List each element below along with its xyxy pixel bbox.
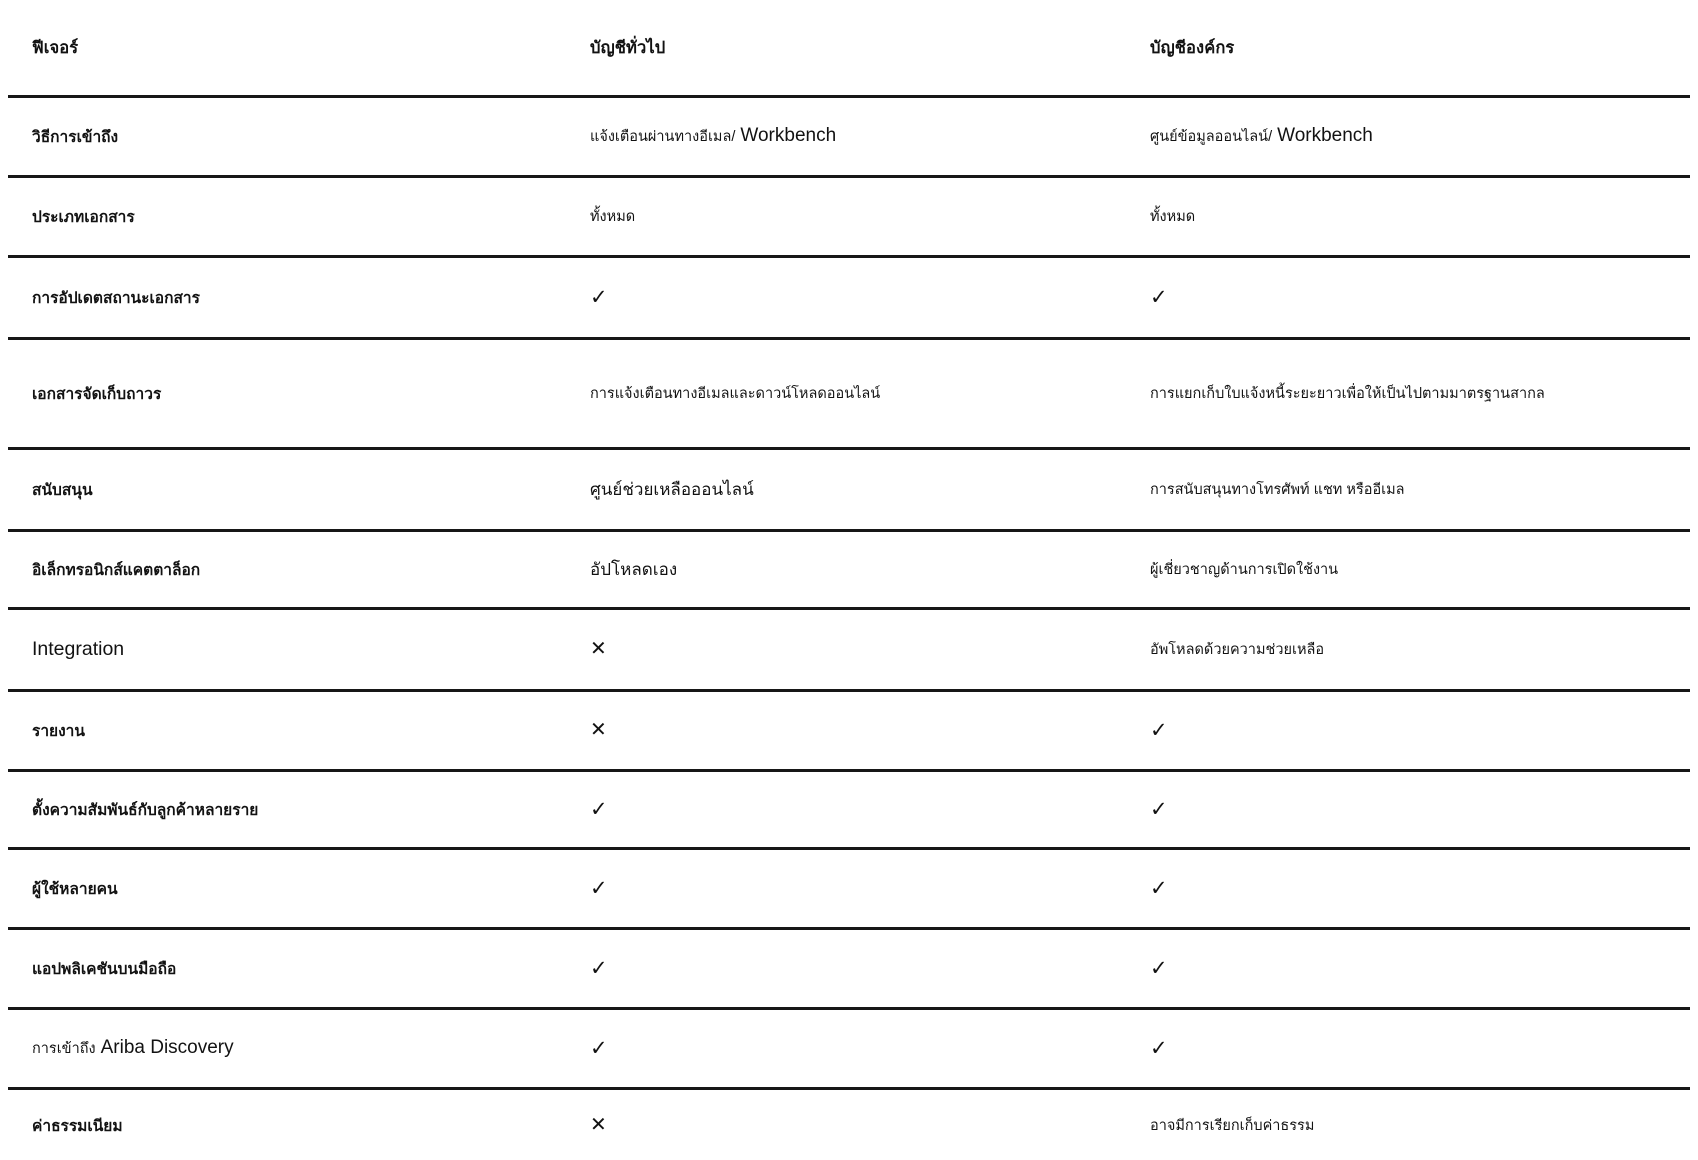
enterprise-value: ทั้งหมด [1150,209,1196,225]
feature-label: รายงาน [32,723,85,740]
general-cell [590,639,1150,660]
check-icon: ✓ [1150,797,1168,821]
enterprise-value: ผู้เชี่ยวชาญด้านการเปิดใช้งาน [1150,562,1339,578]
feature-label: อิเล็กทรอนิกส์แคตตาล็อก [32,562,201,579]
table-row [8,340,1690,450]
check-icon: ✓ [1150,876,1168,900]
feature-cell [8,1037,590,1060]
general-cell [590,720,1150,741]
check-icon: ✓ [590,285,608,309]
general-cell [590,878,1150,900]
general-cell [590,958,1150,980]
general-cell [590,287,1150,309]
enterprise-cell [1150,382,1690,405]
cross-icon: ✕ [590,1113,607,1136]
check-icon: ✓ [590,1036,608,1060]
table-row [8,450,1690,532]
table-row [8,1090,1690,1160]
general-cell [590,1115,1150,1136]
feature-cell [8,204,590,229]
feature-cell [8,124,590,149]
enterprise-cell [1150,287,1690,309]
general-cell [590,476,1150,503]
table-row [8,258,1690,340]
feature-cell [8,876,590,901]
feature-label: การเข้าถึง [32,1041,96,1057]
feature-label-latin: Ariba Discovery [100,1037,234,1058]
general-value-latin: Workbench [740,125,837,146]
table-row [8,1010,1690,1090]
table-row [8,178,1690,258]
enterprise-value: การสนับสนุนทางโทรศัพท์ แชท หรืออีเมล [1150,482,1405,498]
general-value: แจ้งเตือนผ่านทางอีเมล/ [590,129,736,145]
table-row [8,610,1690,692]
enterprise-cell [1150,638,1690,661]
cross-icon: ✕ [590,638,607,660]
column-header-feature: ฟีเจอร์ [32,38,79,57]
enterprise-value: การแยกเก็บใบแจ้งหนี้ระยะยาวเพื่อให้เป็นไปตามมาตรฐานสากล [1150,386,1545,402]
check-icon: ✓ [1150,718,1168,742]
general-value: ทั้งหมด [590,209,636,225]
feature-cell [8,285,590,310]
cross-icon: ✕ [590,719,607,741]
general-value: อัปโหลดเอง [590,560,678,579]
table-row [8,532,1690,610]
enterprise-cell [1150,799,1690,821]
feature-cell [8,718,590,743]
header-cell-general-account [590,35,1150,61]
enterprise-cell [1150,1038,1690,1060]
general-value: ศูนย์ช่วยเหลือออนไลน์ [590,480,754,499]
feature-cell [8,477,590,502]
column-header-enterprise-account: บัญชีองค์กร [1150,38,1235,57]
feature-label: สนับสนุน [32,482,93,499]
feature-cell [8,381,590,406]
table-header-row [8,0,1690,98]
feature-label: การอัปเดตสถานะเอกสาร [32,290,200,307]
feature-label: Integration [32,638,125,660]
general-cell [590,799,1150,821]
enterprise-cell [1150,125,1690,148]
feature-label: เอกสารจัดเก็บถาวร [32,386,162,403]
check-icon: ✓ [590,876,608,900]
account-comparison-table [8,0,1690,1160]
general-cell [590,1038,1150,1060]
enterprise-cell [1150,558,1690,581]
enterprise-value: ศูนย์ข้อมูลออนไลน์/ [1150,129,1273,145]
table-row [8,930,1690,1010]
general-cell [590,556,1150,583]
table-row [8,772,1690,850]
feature-label: ตั้งความสัมพันธ์กับลูกค้าหลายราย [32,802,259,819]
enterprise-cell [1150,720,1690,742]
feature-cell [8,638,590,661]
feature-cell [8,956,590,981]
table-row [8,850,1690,930]
feature-label: ค่าธรรมเนียม [32,1117,123,1135]
general-cell [590,382,1150,405]
general-value: การแจ้งเตือนทางอีเมลและดาวน์โหลดออนไลน์ [590,386,881,402]
enterprise-cell [1150,878,1690,900]
feature-label: ผู้ใช้หลายคน [32,881,118,898]
check-icon: ✓ [1150,1036,1168,1060]
enterprise-cell [1150,1114,1690,1137]
header-cell-feature [8,35,590,61]
check-icon: ✓ [1150,956,1168,980]
enterprise-cell [1150,478,1690,501]
feature-cell [8,797,590,822]
feature-cell [8,1113,590,1138]
check-icon: ✓ [590,956,608,980]
feature-label: วิธีการเข้าถึง [32,129,119,146]
check-icon: ✓ [590,797,608,821]
feature-label: แอปพลิเคชันบนมือถือ [32,961,177,978]
table-row [8,692,1690,772]
check-icon: ✓ [1150,285,1168,309]
general-cell [590,205,1150,228]
enterprise-value: อัพโหลดด้วยความช่วยเหลือ [1150,642,1325,658]
enterprise-cell [1150,205,1690,228]
enterprise-value: อาจมีการเรียกเก็บค่าธรรม [1150,1117,1315,1134]
feature-label: ประเภทเอกสาร [32,209,135,226]
column-header-general-account: บัญชีทั่วไป [590,38,666,57]
enterprise-cell [1150,958,1690,980]
table-row [8,98,1690,178]
feature-cell [8,557,590,582]
general-cell [590,125,1150,148]
header-cell-enterprise-account [1150,35,1690,61]
enterprise-value-latin: Workbench [1277,125,1373,146]
